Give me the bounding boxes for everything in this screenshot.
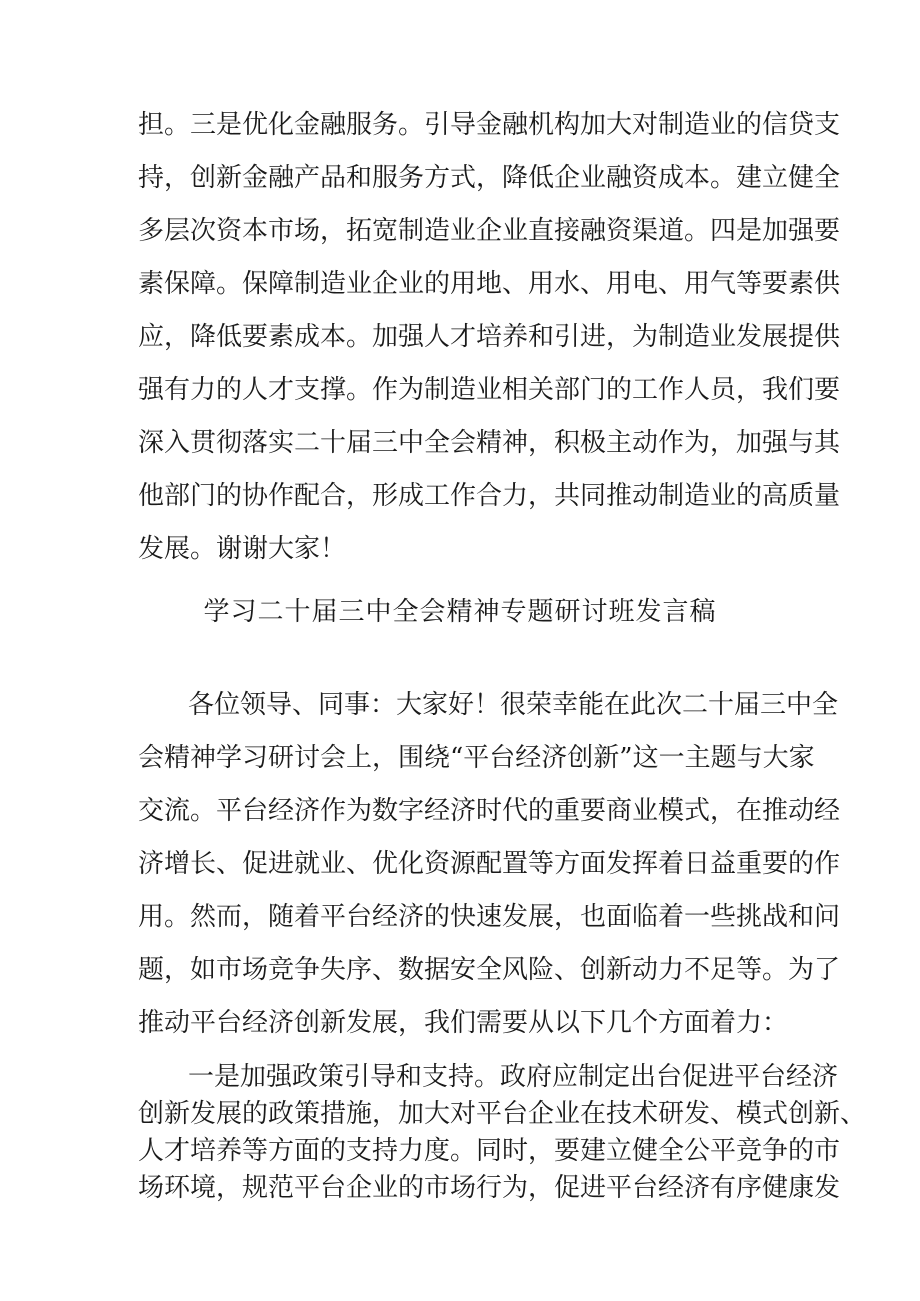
- paragraph-line: 发展。谢谢大家！: [138, 534, 347, 564]
- paragraph-line: 场环境，规范平台企业的市场行为，促进平台经济有序健康发: [138, 1173, 841, 1203]
- paragraph-line: 各位领导、同事：大家好！很荣幸能在此次二十届三中全: [188, 690, 839, 720]
- paragraph-line: 会精神学习研讨会上，围绕“平台经济创新”这一主题与大家: [138, 743, 815, 773]
- paragraph-line: 担。三是优化金融服务。引导金融机构加大对制造业的信贷支: [138, 110, 841, 140]
- paragraph-line: 用。然而，随着平台经济的快速发展，也面临着一些挑战和问: [138, 902, 841, 932]
- paragraph-line: 深入贯彻落实二十届三中全会精神，积极主动作为，加强与其: [138, 428, 841, 458]
- paragraph-line: 济增长、促进就业、优化资源配置等方面发挥着日益重要的作: [138, 849, 841, 879]
- paragraph-line: 推动平台经济创新发展，我们需要从以下几个方面着力：: [138, 1008, 789, 1038]
- paragraph-line: 应，降低要素成本。加强人才培养和引进，为制造业发展提供: [138, 322, 841, 352]
- paragraph-line: 创新发展的政策措施，加大对平台企业在技术研发、模式创新、: [138, 1099, 867, 1129]
- paragraph-line: 交流。平台经济作为数字经济时代的重要商业模式，在推动经: [138, 796, 841, 826]
- paragraph-line: 持，创新金融产品和服务方式，降低企业融资成本。建立健全: [138, 163, 841, 193]
- paragraph-line: 人才培养等方面的支持力度。同时，要建立健全公平竞争的市: [138, 1136, 841, 1166]
- paragraph-line: 素保障。保障制造业企业的用地、用水、用电、用气等要素供: [138, 269, 841, 299]
- paragraph-line: 他部门的协作配合，形成工作合力，共同推动制造业的高质量: [138, 481, 841, 511]
- speech-title: 学习二十届三中全会精神专题研讨班发言稿: [203, 597, 717, 627]
- paragraph-line: 题，如市场竞争失序、数据安全风险、创新动力不足等。为了: [138, 955, 841, 985]
- paragraph-line: 多层次资本市场，拓宽制造业企业直接融资渠道。四是加强要: [138, 216, 841, 246]
- paragraph-line: 强有力的人才支撑。作为制造业相关部门的工作人员，我们要: [138, 375, 841, 405]
- paragraph-line: 一是加强政策引导和支持。政府应制定出台促进平台经济: [188, 1062, 839, 1092]
